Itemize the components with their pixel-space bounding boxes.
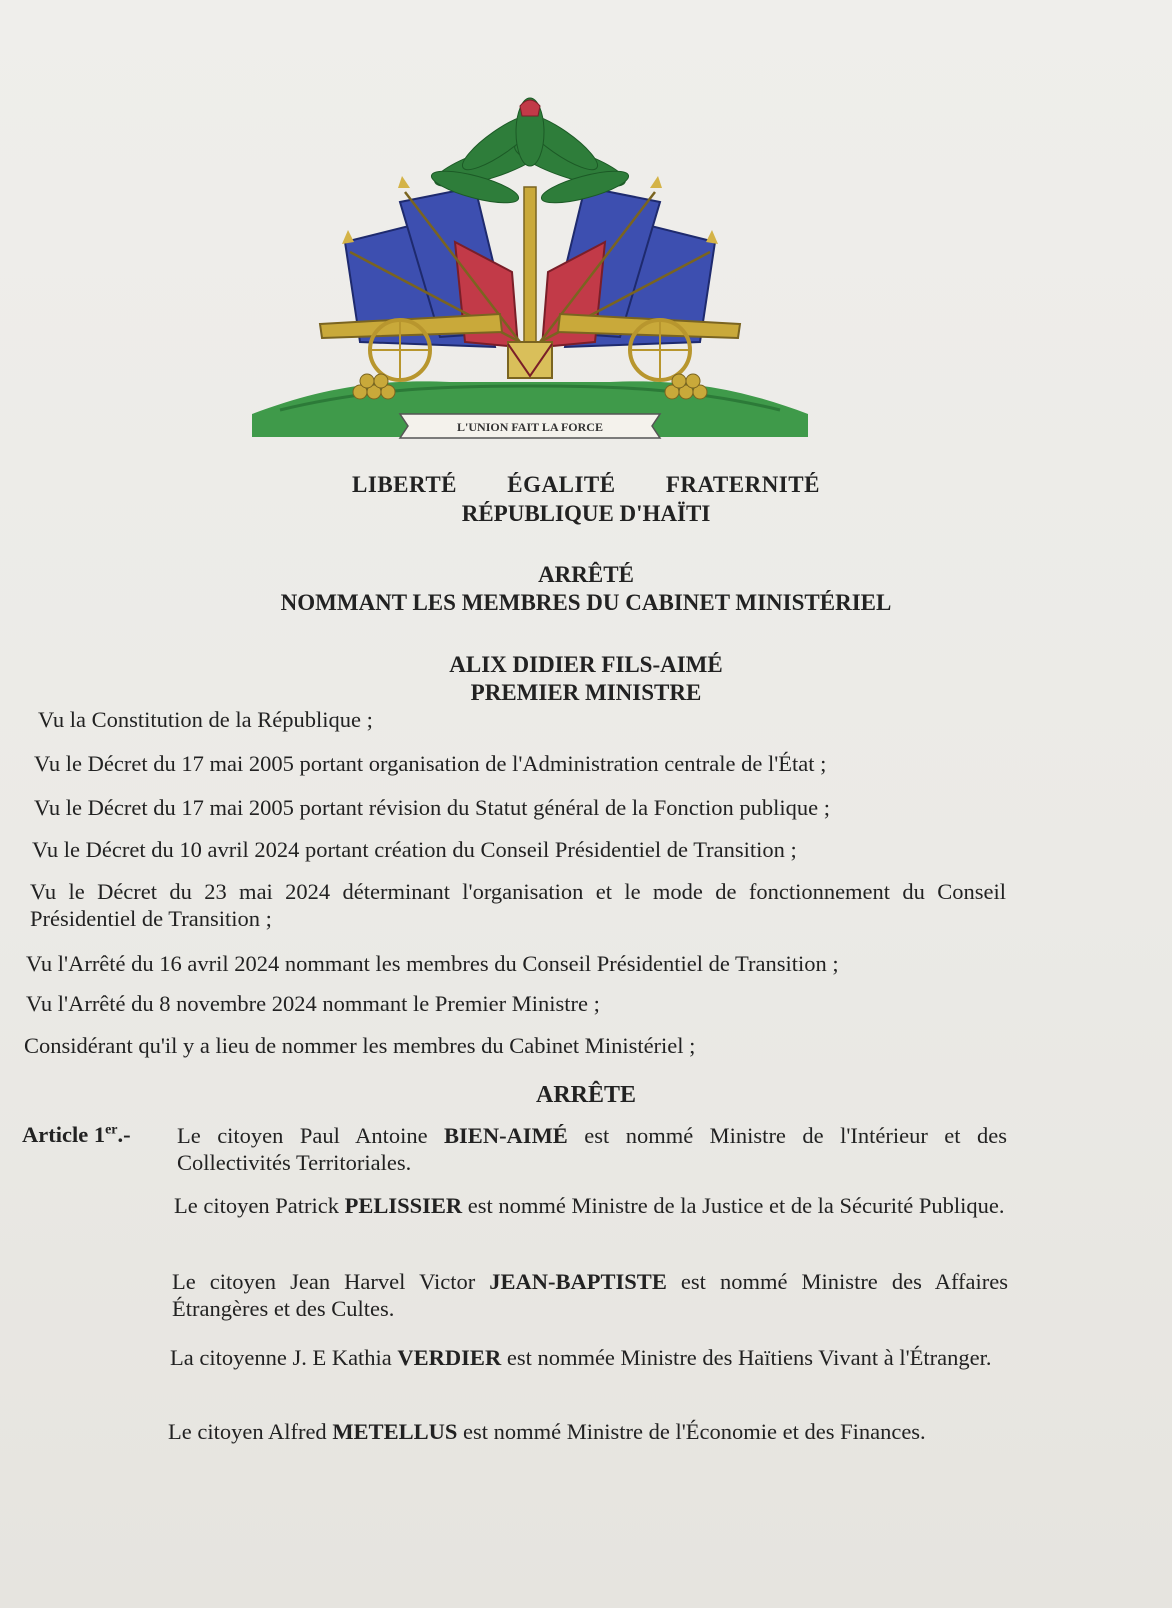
consideration-7: Vu l'Arrêté du 8 novembre 2024 nommant le Premier Ministre ; xyxy=(26,991,600,1016)
appointment-4: La citoyenne J. E Kathia VERDIER est nommée Ministre des Haïtiens Vivant à l'Étranger. xyxy=(170,1345,992,1370)
appointment-5: Le citoyen Alfred METELLUS est nommé Ministre de l'Économie et des Finances. xyxy=(168,1419,926,1444)
consideration-4: Vu le Décret du 10 avril 2024 portant création du Conseil Présidentiel de Transition ; xyxy=(32,837,797,862)
consideration-5: Vu le Décret du 23 mai 2024 déterminant l'organisation et le mode de fonctionnement du Conseil Présidentiel de Transition ; xyxy=(30,879,1006,931)
document-type: ARRÊTÉ xyxy=(538,562,634,587)
appointment-3: Le citoyen Jean Harvel Victor JEAN-BAPTISTE est nommé Ministre des Affaires Étrangères et des Cultes. xyxy=(172,1269,1009,1321)
coat-of-arms-motto: L'UNION FAIT LA FORCE xyxy=(457,420,603,434)
consideration-2: Vu le Décret du 17 mai 2005 portant organisation de l'Administration centrale de l'État ; xyxy=(34,751,827,776)
national-motto xyxy=(0,472,1172,498)
republic-name: RÉPUBLIQUE D'HAÏTI xyxy=(461,501,711,526)
decision-heading: ARRÊTE xyxy=(535,1082,637,1108)
motto-fraternite: FRATERNITÉ xyxy=(665,472,820,497)
motto-egalite: ÉGALITÉ xyxy=(507,472,616,497)
consideration-3: Vu le Décret du 17 mai 2005 portant révision du Statut général de la Fonction publique ; xyxy=(34,795,830,820)
signatory-role: PREMIER MINISTRE xyxy=(470,680,702,705)
appointment-1: Le citoyen Paul Antoine BIEN-AIMÉ est nommé Ministre de l'Intérieur et des Collectivités Territoriales. xyxy=(177,1123,1007,1175)
consideration-8: Considérant qu'il y a lieu de nommer les membres du Cabinet Ministériel ; xyxy=(24,1033,696,1058)
appointment-2: Le citoyen Patrick PELISSIER est nommé Ministre de la Justice et de la Sécurité Publique. xyxy=(174,1193,1005,1218)
article-label: Article 1er.- xyxy=(22,1122,131,1147)
document-title: NOMMANT LES MEMBRES DU CABINET MINISTÉRIEL xyxy=(280,590,892,615)
consideration-1: Vu la Constitution de la République ; xyxy=(38,707,373,732)
haiti-coat-of-arms-icon xyxy=(250,92,810,462)
motto-liberte: LIBERTÉ xyxy=(352,472,458,497)
consideration-6: Vu l'Arrêté du 16 avril 2024 nommant les membres du Conseil Présidentiel de Transition ; xyxy=(26,951,839,976)
signatory-name: ALIX DIDIER FILS-AIMÉ xyxy=(449,652,723,677)
